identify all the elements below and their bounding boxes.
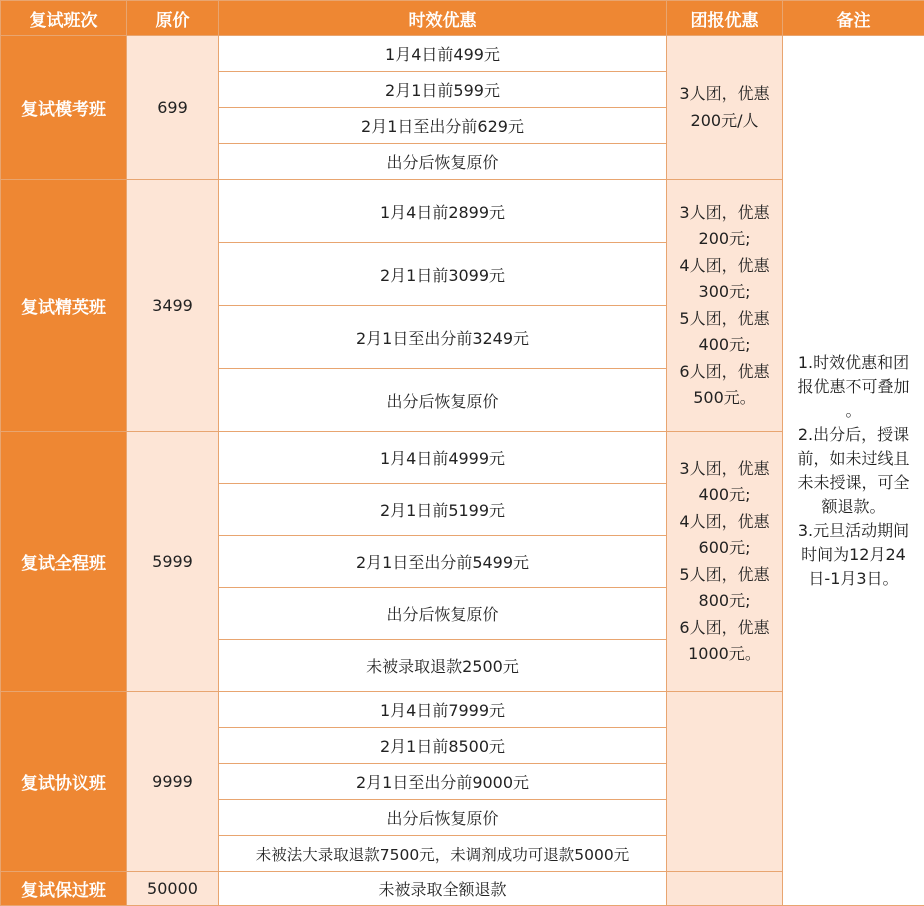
class-name-cell: 复试全程班 [1,432,127,692]
remarks-cell [783,36,924,906]
group-offer-line: 500元。 [667,385,782,412]
header-class: 复试班次 [1,1,127,36]
remark-line: 1.时效优惠和团 [789,351,918,375]
group-offer-line: 4人团，优惠 [667,509,782,536]
group-offer-line: 600元; [667,535,782,562]
remark-line: 日-1月3日。 [789,567,918,591]
group-offer-line: 400元; [667,332,782,359]
class-name-cell: 复试精英班 [1,180,127,432]
group-offer-cell [667,432,783,692]
remark-line: 2.出分后，授课 [789,423,918,447]
time-offer-cell: 1月4日前4999元 [219,432,667,484]
group-offer-line: 800元; [667,588,782,615]
price-cell: 699 [127,36,219,180]
group-offer-line: 3人团，优惠 [667,456,782,483]
group-offer-line: 3人团，优惠 [667,200,782,227]
group-offer-cell [667,872,783,906]
time-offer-cell: 1月4日前499元 [219,36,667,72]
price-cell: 50000 [127,872,219,906]
price-cell: 3499 [127,180,219,432]
time-offer-cell: 未被录取全额退款 [219,872,667,906]
remark-line: 。 [789,399,918,423]
group-offer-line: 4人团，优惠 [667,253,782,280]
time-offer-cell: 2月1日至出分前9000元 [219,764,667,800]
class-name-cell: 复试协议班 [1,692,127,872]
group-offer-line: 200元; [667,226,782,253]
time-offer-cell: 2月1日前5199元 [219,484,667,536]
group-offer-line: 200元/人 [667,108,782,135]
time-offer-cell: 2月1日至出分前5499元 [219,536,667,588]
price-cell: 9999 [127,692,219,872]
group-offer-cell [667,692,783,872]
group-offer-cell [667,36,783,180]
header-price: 原价 [127,1,219,36]
header-row [1,1,924,36]
group-offer-line: 1000元。 [667,641,782,668]
time-offer-cell: 1月4日前2899元 [219,180,667,243]
remark-line: 3.元旦活动期间 [789,519,918,543]
time-offer-cell: 2月1日前3099元 [219,243,667,306]
time-offer-cell: 出分后恢复原价 [219,800,667,836]
time-offer-cell: 出分后恢复原价 [219,369,667,432]
header-time-offer: 时效优惠 [219,1,667,36]
group-offer-line: 5人团，优惠 [667,562,782,589]
remark-line: 未未授课，可全 [789,471,918,495]
class-name-cell: 复试模考班 [1,36,127,180]
time-offer-cell: 出分后恢复原价 [219,588,667,640]
table-row [1,36,924,72]
remark-line: 时间为12月24 [789,543,918,567]
remark-line: 额退款。 [789,495,918,519]
time-offer-cell: 2月1日至出分前3249元 [219,306,667,369]
time-offer-cell: 2月1日至出分前629元 [219,108,667,144]
remark-line: 前，如未过线且 [789,447,918,471]
time-offer-cell: 出分后恢复原价 [219,144,667,180]
remark-line: 报优惠不可叠加 [789,375,918,399]
time-offer-cell: 未被法大录取退款7500元，未调剂成功可退款5000元 [219,836,667,872]
price-cell: 5999 [127,432,219,692]
header-remarks: 备注 [783,1,924,36]
time-offer-cell: 2月1日前599元 [219,72,667,108]
time-offer-cell: 2月1日前8500元 [219,728,667,764]
group-offer-line: 300元; [667,279,782,306]
group-offer-line: 6人团，优惠 [667,359,782,386]
group-offer-cell [667,180,783,432]
group-offer-line: 5人团，优惠 [667,306,782,333]
class-name-cell: 复试保过班 [1,872,127,906]
time-offer-cell: 未被录取退款2500元 [219,640,667,692]
group-offer-line: 3人团，优惠 [667,81,782,108]
group-offer-line: 400元; [667,482,782,509]
header-group-offer: 团报优惠 [667,1,783,36]
time-offer-cell: 1月4日前7999元 [219,692,667,728]
group-offer-line: 6人团，优惠 [667,615,782,642]
